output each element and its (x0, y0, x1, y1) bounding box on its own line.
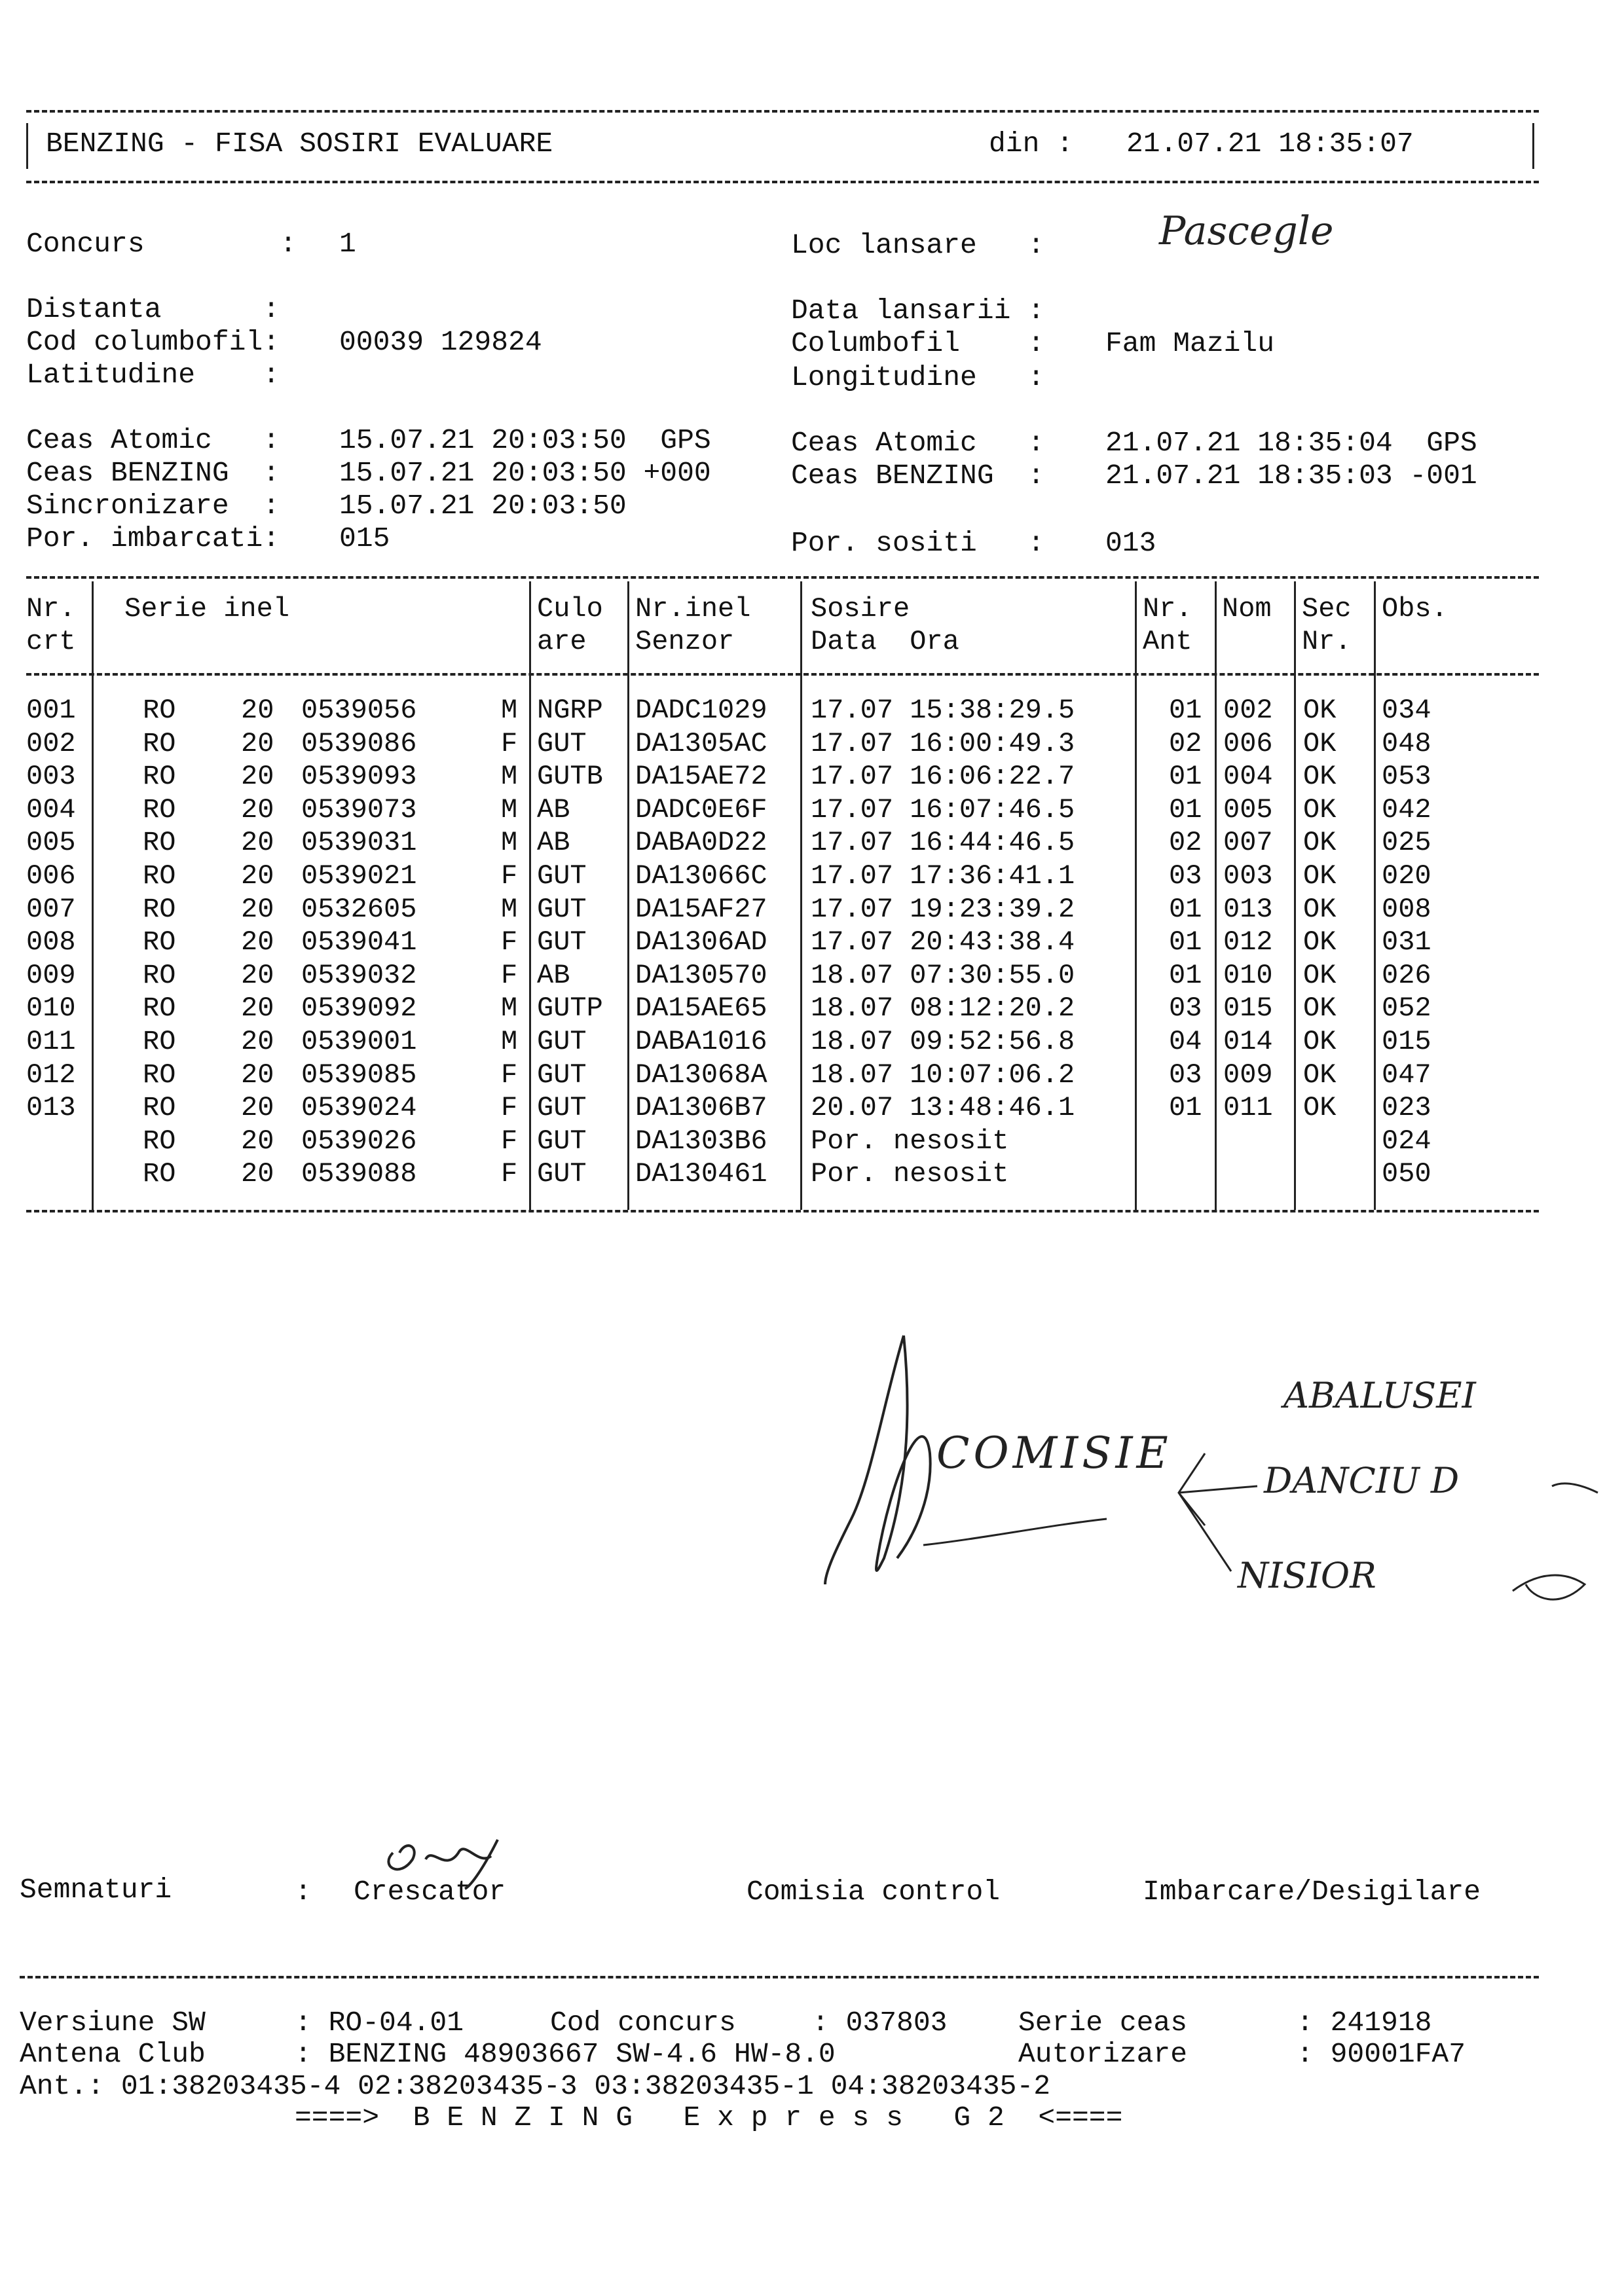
cell-color: GUT (537, 926, 587, 958)
sositi-value: 013 (1105, 527, 1156, 559)
serie-ceas-value: : 241918 (1297, 2007, 1432, 2039)
cell-year: 20 (241, 1026, 274, 1057)
cell-country: RO (143, 1092, 176, 1123)
cell-year: 20 (241, 794, 274, 826)
cell-obs: 008 (1382, 894, 1431, 925)
cell-nom: 011 (1223, 1092, 1273, 1123)
autorizare-value: : 90001FA7 (1297, 2038, 1466, 2070)
semnaturi-colon: : (295, 1876, 312, 1908)
cell-ring-number: 0539026 (301, 1125, 417, 1157)
cell-country: RO (143, 728, 176, 759)
cell-sex: F (501, 1059, 518, 1091)
cell-sec: OK (1303, 1026, 1337, 1057)
cell-antenna: 01 (1169, 894, 1202, 925)
cell-year: 20 (241, 1125, 274, 1157)
sincronizare-value: 15.07.21 20:03:50 (339, 490, 627, 522)
antena-club-label: Antena Club (20, 2038, 206, 2070)
semnaturi-label: Semnaturi (20, 1874, 172, 1906)
cell-year: 20 (241, 894, 274, 925)
autorizare-label: Autorizare (1018, 2038, 1188, 2070)
cell-country: RO (143, 926, 176, 958)
cell-nom: 006 (1223, 728, 1273, 759)
cell-country: RO (143, 860, 176, 892)
col-header-nom: Nom (1222, 593, 1272, 625)
cell-nom: 015 (1223, 993, 1273, 1024)
cell-nom: 004 (1223, 761, 1273, 792)
cell-antenna: 02 (1169, 827, 1202, 858)
cell-year: 20 (241, 1092, 274, 1123)
cell-arrival: 17.07 16:44:46.5 (811, 827, 1075, 858)
cell-country: RO (143, 794, 176, 826)
crescator-signature (373, 1827, 537, 1892)
cell-obs: 034 (1382, 695, 1431, 726)
col-header-sec: Sec (1302, 593, 1352, 625)
commission-member-3: NISIOR (1238, 1555, 1376, 1596)
cell-nom: 012 (1223, 926, 1273, 958)
cell-nr-crt: 008 (26, 926, 76, 958)
sositi-label: Por. sositi : (791, 527, 1045, 559)
cell-sex: F (501, 1125, 518, 1157)
cell-color: GUT (537, 728, 587, 759)
cell-sec: OK (1303, 860, 1337, 892)
cell-sec: OK (1303, 761, 1337, 792)
cell-obs: 020 (1382, 860, 1431, 892)
cell-sec: OK (1303, 695, 1337, 726)
cell-sex: M (501, 1026, 518, 1057)
cod-concurs-label: Cod concurs (550, 2007, 736, 2039)
cell-color: GUT (537, 1059, 587, 1091)
cell-arrival: 18.07 07:30:55.0 (811, 960, 1075, 991)
imbarcati-label: Por. imbarcati: (26, 522, 280, 555)
cell-sensor: DADC0E6F (635, 794, 767, 826)
cell-sensor: DA13066C (635, 860, 767, 892)
cell-sec: OK (1303, 794, 1337, 826)
cell-obs: 015 (1382, 1026, 1431, 1057)
cell-ring-number: 0539032 (301, 960, 417, 991)
cell-color: GUT (537, 860, 587, 892)
cell-arrival: Por. nesosit (811, 1158, 1009, 1190)
cell-obs: 026 (1382, 960, 1431, 991)
col-header-crt: crt (26, 626, 76, 657)
cell-antenna: 01 (1169, 1092, 1202, 1123)
cell-ring-number: 0539092 (301, 993, 417, 1024)
cell-country: RO (143, 695, 176, 726)
cell-ring-number: 0539073 (301, 794, 417, 826)
cell-sensor: DA15AE65 (635, 993, 767, 1024)
cell-nr-crt: 002 (26, 728, 76, 759)
cell-color: GUTB (537, 761, 603, 792)
cell-obs: 053 (1382, 761, 1431, 792)
cell-sex: F (501, 1092, 518, 1123)
cell-nom: 002 (1223, 695, 1273, 726)
col-header-sosire: Sosire (811, 593, 910, 625)
cell-year: 20 (241, 761, 274, 792)
cell-color: AB (537, 960, 570, 991)
cell-antenna: 03 (1169, 993, 1202, 1024)
cell-color: NGRP (537, 695, 603, 726)
cell-sensor: DA13068A (635, 1059, 767, 1091)
header-date-value: 21.07.21 18:35:07 (1126, 128, 1414, 160)
ceas-atomic-end-value: 21.07.21 18:35:04 GPS (1105, 427, 1477, 459)
longitudine-label: Longitudine : (791, 361, 1045, 393)
antennas-line: Ant.: 01:38203435-4 02:38203435-3 03:38203435-1 04:38203435-2 (20, 2070, 1051, 2102)
cell-antenna: 03 (1169, 1059, 1202, 1091)
cell-arrival: 17.07 17:36:41.1 (811, 860, 1075, 892)
col-sep-4 (800, 581, 802, 1210)
cell-antenna: 02 (1169, 728, 1202, 759)
data-lansarii-label: Data lansarii : (791, 295, 1045, 327)
cell-color: AB (537, 827, 570, 858)
cod-columbofil-label: Cod columbofil: (26, 326, 280, 358)
cell-obs: 042 (1382, 794, 1431, 826)
cell-year: 20 (241, 827, 274, 858)
crescator-label: Crescator (354, 1876, 506, 1908)
ceas-benzing-start-label: Ceas BENZING : (26, 457, 280, 489)
cell-sensor: DADC1029 (635, 695, 767, 726)
cell-nr-crt: 006 (26, 860, 76, 892)
cell-color: GUT (537, 1026, 587, 1057)
col-sep-8 (1374, 581, 1376, 1210)
col-header-are: are (537, 626, 587, 657)
loc-lansare-handwritten: Pascegle (1159, 208, 1334, 254)
cell-ring-number: 0539001 (301, 1026, 417, 1057)
cell-country: RO (143, 1158, 176, 1190)
ceas-atomic-start-label: Ceas Atomic : (26, 424, 280, 456)
cell-sex: M (501, 695, 518, 726)
cell-arrival: 18.07 08:12:20.2 (811, 993, 1075, 1024)
cell-nom: 005 (1223, 794, 1273, 826)
cell-year: 20 (241, 960, 274, 991)
cell-obs: 048 (1382, 728, 1431, 759)
cell-nr-crt: 005 (26, 827, 76, 858)
cell-color: GUTP (537, 993, 603, 1024)
cell-sex: F (501, 860, 518, 892)
header-date-label: din : (989, 128, 1074, 160)
cell-color: GUT (537, 894, 587, 925)
ceas-benzing-start-value: 15.07.21 20:03:50 +000 (339, 457, 711, 489)
cell-country: RO (143, 761, 176, 792)
col-header-senzor: Senzor (635, 626, 735, 657)
loc-lansare-label: Loc lansare : (791, 229, 1045, 261)
col-sep-1 (92, 581, 94, 1210)
cell-ring-number: 0539021 (301, 860, 417, 892)
brand-line: ====> B E N Z I N G E x p r e s s G 2 <==== (295, 2102, 1123, 2134)
col-header-sec-nr: Nr. (1302, 626, 1352, 657)
col-header-nr: Nr. (26, 593, 76, 625)
cell-arrival: 17.07 16:07:46.5 (811, 794, 1075, 826)
cell-ring-number: 0539093 (301, 761, 417, 792)
signature-scribble (812, 1322, 1617, 1624)
cell-nr-crt: 009 (26, 960, 76, 991)
cell-antenna: 01 (1169, 926, 1202, 958)
imbarcati-value: 015 (339, 522, 390, 555)
cell-country: RO (143, 1026, 176, 1057)
cell-obs: 023 (1382, 1092, 1431, 1123)
col-header-ant: Ant (1143, 626, 1192, 657)
columbofil-value: Fam Mazilu (1105, 327, 1275, 359)
sincronizare-label: Sincronizare : (26, 490, 280, 522)
ceas-atomic-end-label: Ceas Atomic : (791, 427, 1045, 459)
col-sep-6 (1215, 581, 1217, 1210)
cell-antenna: 01 (1169, 960, 1202, 991)
cell-arrival: 17.07 16:06:22.7 (811, 761, 1075, 792)
cell-sec: OK (1303, 993, 1337, 1024)
cell-arrival: 17.07 16:00:49.3 (811, 728, 1075, 759)
cell-ring-number: 0539031 (301, 827, 417, 858)
col-header-culo: Culo (537, 593, 603, 625)
cell-country: RO (143, 960, 176, 991)
cell-sec: OK (1303, 960, 1337, 991)
cell-sec: OK (1303, 926, 1337, 958)
cell-color: GUT (537, 1125, 587, 1157)
cell-year: 20 (241, 926, 274, 958)
cell-obs: 052 (1382, 993, 1431, 1024)
cell-year: 20 (241, 1059, 274, 1091)
cell-country: RO (143, 1125, 176, 1157)
document-title: BENZING - FISA SOSIRI EVALUARE (46, 128, 553, 160)
cell-color: GUT (537, 1092, 587, 1123)
col-header-nr-ant: Nr. (1143, 593, 1192, 625)
cell-nr-crt: 010 (26, 993, 76, 1024)
cell-ring-number: 0539085 (301, 1059, 417, 1091)
comisia-control-label: Comisia control (747, 1876, 1001, 1908)
footer-divider (20, 1976, 1539, 1978)
cell-antenna: 01 (1169, 695, 1202, 726)
cell-sec: OK (1303, 894, 1337, 925)
cell-ring-number: 0539041 (301, 926, 417, 958)
cell-country: RO (143, 894, 176, 925)
cell-country: RO (143, 1059, 176, 1091)
cell-arrival: Por. nesosit (811, 1125, 1009, 1157)
versiune-sw-label: Versiune SW (20, 2007, 206, 2039)
cell-obs: 025 (1382, 827, 1431, 858)
cell-color: AB (537, 794, 570, 826)
cell-nom: 009 (1223, 1059, 1273, 1091)
cell-obs: 047 (1382, 1059, 1431, 1091)
cell-sec: OK (1303, 827, 1337, 858)
cell-sex: M (501, 761, 518, 792)
cell-antenna: 03 (1169, 860, 1202, 892)
concurs-label: Concurs : (26, 228, 297, 260)
columbofil-label: Columbofil : (791, 327, 1045, 359)
cell-sex: F (501, 960, 518, 991)
ceas-benzing-end-value: 21.07.21 18:35:03 -001 (1105, 460, 1477, 492)
cell-sensor: DABA0D22 (635, 827, 767, 858)
cell-ring-number: 0539024 (301, 1092, 417, 1123)
cell-sensor: DA15AF27 (635, 894, 767, 925)
cell-ring-number: 0532605 (301, 894, 417, 925)
cell-sensor: DABA1016 (635, 1026, 767, 1057)
concurs-value: 1 (339, 228, 356, 260)
cell-sex: M (501, 993, 518, 1024)
cell-sex: M (501, 894, 518, 925)
cell-nom: 013 (1223, 894, 1273, 925)
cell-nr-crt: 011 (26, 1026, 76, 1057)
col-header-serie-inel: Serie inel (124, 593, 290, 625)
col-sep-2 (529, 581, 531, 1210)
cell-ring-number: 0539088 (301, 1158, 417, 1190)
cell-sensor: DA1306B7 (635, 1092, 767, 1123)
cell-nr-crt: 004 (26, 794, 76, 826)
cell-obs: 050 (1382, 1158, 1431, 1190)
cell-nr-crt: 013 (26, 1092, 76, 1123)
cell-nr-crt: 012 (26, 1059, 76, 1091)
cell-year: 20 (241, 993, 274, 1024)
cell-sensor: DA130461 (635, 1158, 767, 1190)
serie-ceas-label: Serie ceas (1018, 2007, 1188, 2039)
cell-country: RO (143, 827, 176, 858)
cell-arrival: 20.07 13:48:46.1 (811, 1092, 1075, 1123)
versiune-sw-value: : RO-04.01 (295, 2007, 464, 2039)
col-sep-5 (1135, 581, 1137, 1210)
col-header-data-ora: Data Ora (811, 626, 959, 657)
cell-nom: 014 (1223, 1026, 1273, 1057)
col-sep-7 (1294, 581, 1296, 1210)
cell-sec: OK (1303, 1092, 1337, 1123)
cell-sensor: DA1305AC (635, 728, 767, 759)
cell-antenna: 01 (1169, 761, 1202, 792)
distanta-label: Distanta : (26, 293, 280, 325)
cell-ring-number: 0539086 (301, 728, 417, 759)
cell-ring-number: 0539056 (301, 695, 417, 726)
cell-nom: 010 (1223, 960, 1273, 991)
cell-arrival: 17.07 15:38:29.5 (811, 695, 1075, 726)
col-header-obs: Obs. (1382, 593, 1448, 625)
cell-sex: F (501, 728, 518, 759)
cell-sex: F (501, 1158, 518, 1190)
cell-country: RO (143, 993, 176, 1024)
commission-member-2: DANCIU D (1264, 1460, 1460, 1501)
cell-arrival: 18.07 10:07:06.2 (811, 1059, 1075, 1091)
cell-year: 20 (241, 1158, 274, 1190)
commission-member-1: ABALUSEI (1283, 1375, 1476, 1416)
cell-sec: OK (1303, 728, 1337, 759)
col-sep-3 (627, 581, 629, 1210)
cell-arrival: 17.07 19:23:39.2 (811, 894, 1075, 925)
cell-sec: OK (1303, 1059, 1337, 1091)
ceas-atomic-start-value: 15.07.21 20:03:50 GPS (339, 424, 711, 456)
antena-club-value: : BENZING 48903667 SW-4.6 HW-8.0 (295, 2038, 836, 2070)
table-header-border (26, 673, 1539, 676)
cell-year: 20 (241, 695, 274, 726)
cell-nr-crt: 001 (26, 695, 76, 726)
cell-obs: 024 (1382, 1125, 1431, 1157)
cell-sensor: DA130570 (635, 960, 767, 991)
cell-sensor: DA1306AD (635, 926, 767, 958)
comisie-handwritten: COMISIE (936, 1428, 1172, 1478)
cell-obs: 031 (1382, 926, 1431, 958)
col-header-nr-inel: Nr.inel (635, 593, 751, 625)
cell-arrival: 17.07 20:43:38.4 (811, 926, 1075, 958)
cell-sex: M (501, 827, 518, 858)
cell-nr-crt: 003 (26, 761, 76, 792)
cell-sex: M (501, 794, 518, 826)
cell-color: GUT (537, 1158, 587, 1190)
latitudine-label: Latitudine : (26, 359, 280, 391)
cell-arrival: 18.07 09:52:56.8 (811, 1026, 1075, 1057)
cell-nr-crt: 007 (26, 894, 76, 925)
cod-concurs-value: : 037803 (812, 2007, 948, 2039)
cell-nom: 007 (1223, 827, 1273, 858)
cell-year: 20 (241, 860, 274, 892)
ceas-benzing-end-label: Ceas BENZING : (791, 460, 1045, 492)
table-top-border (26, 576, 1539, 579)
imbarcare-desigilare-label: Imbarcare/Desigilare (1143, 1876, 1481, 1908)
cell-sensor: DA1303B6 (635, 1125, 767, 1157)
cell-antenna: 04 (1169, 1026, 1202, 1057)
cell-antenna: 01 (1169, 794, 1202, 826)
table-bottom-border (26, 1210, 1539, 1212)
cell-sensor: DA15AE72 (635, 761, 767, 792)
cod-columbofil-value: 00039 129824 (339, 326, 542, 358)
cell-year: 20 (241, 728, 274, 759)
cell-nom: 003 (1223, 860, 1273, 892)
cell-sex: F (501, 926, 518, 958)
